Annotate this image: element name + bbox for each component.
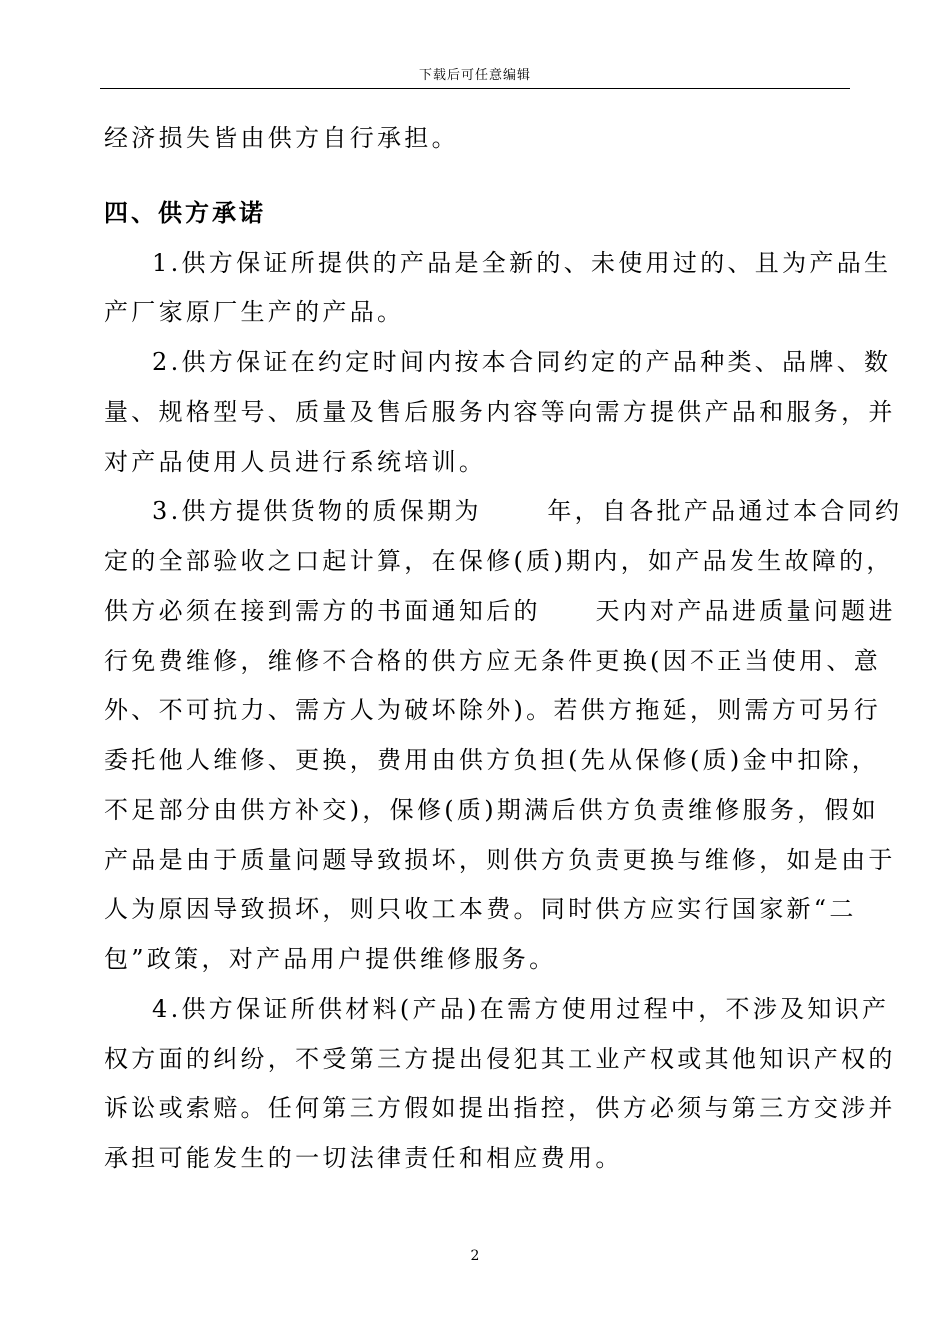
- page-number: 2: [470, 1248, 480, 1264]
- paragraph-line: 委托他人维修、更换，费用由供方负担(先从保修(质)金中扣除，: [104, 746, 880, 774]
- paragraph-line: 承担可能发生的一切法律责任和相应费用。: [104, 1144, 623, 1172]
- paragraph-line: 3.供方提供货物的质保期为 年，自各批产品通过本合同约: [152, 497, 903, 525]
- paragraph-line: 供方必须在接到需方的书面通知后的 天内对产品进质量问题进: [104, 597, 896, 625]
- paragraph-line: 产品是由于质量问题导致损坏，则供方负责更换与维修，如是由于: [104, 846, 896, 874]
- paragraph-line: 1.供方保证所提供的产品是全新的、未使用过的、且为产品生: [152, 249, 892, 277]
- paragraph-line: 2.供方保证在约定时间内按本合同约定的产品种类、品牌、数: [152, 348, 892, 376]
- paragraph-line: 行免费维修，维修不合格的供方应无条件更换(因不正当使用、意: [104, 647, 882, 675]
- paragraph-line: 定的全部验收之口起计算，在保修(质)期内，如产品发生故障的，: [104, 547, 894, 575]
- paragraph-line: 不足部分由供方补交)，保修(质)期满后供方负责维修服务，假如: [104, 796, 880, 824]
- paragraph-line: 权方面的纠纷，不受第三方提出侵犯其工业产权或其他知识产权的: [104, 1045, 896, 1073]
- paragraph-line: 人为原因导致损坏，则只收工本费。同时供方应实行国家新“二: [104, 895, 857, 923]
- paragraph-line: 4.供方保证所供材料(产品)在需方使用过程中，不涉及知识产: [152, 995, 890, 1023]
- paragraph-line: 外、不可抗力、需方人为破坏除外)。若供方拖延，则需方可另行: [104, 696, 882, 724]
- paragraph-line: 产厂家原厂生产的产品。: [104, 298, 405, 326]
- page-header: 下载后可任意编辑: [418, 68, 531, 83]
- paragraph-line: 诉讼或索赔。任何第三方假如提出指控，供方必须与第三方交涉并: [104, 1094, 896, 1122]
- paragraph-line: 量、规格型号、质量及售后服务内容等向需方提供产品和服务，并: [104, 398, 896, 426]
- paragraph-line: 包”政策，对产品用户提供维修服务。: [104, 945, 557, 973]
- paragraph-line: 对产品使用人员进行系统培训。: [104, 448, 487, 476]
- header-divider: [100, 88, 850, 89]
- section-heading: 四、供方承诺: [104, 199, 266, 227]
- intro-line: 经济损失皆由供方自行承担。: [104, 124, 459, 152]
